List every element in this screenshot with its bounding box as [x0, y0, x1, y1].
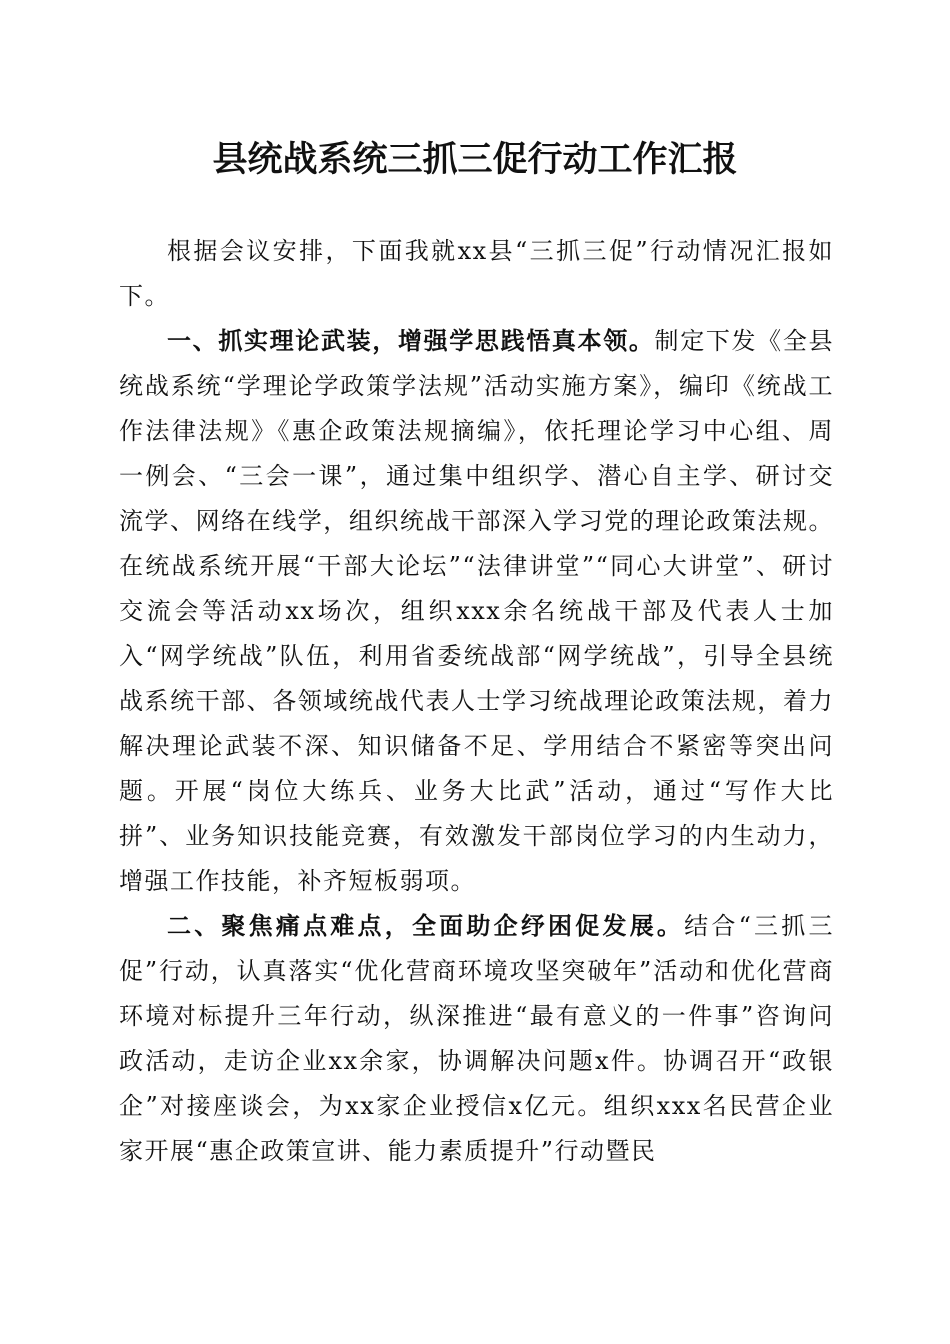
- paragraph-section-1: [119, 319, 834, 904]
- paragraph-text: 根据会议安排，下面我就xx县“三抓三促”行动情况汇报如下。: [119, 237, 834, 310]
- paragraph-text: 结合“三抓三促”行动，认真落实“优化营商环境攻坚突破年”活动和优化营商环境对标提升三年行动，纵深推进“最有意义的一件事”咨询问政活动，走访企业xx余家，协调解决问题x件。协调召开“政银企”对接座谈会，为xx家企业授信x亿元。组织xxx名民营企业家开展“惠企政策宣讲、能力素质提升”行动暨民: [119, 912, 834, 1165]
- document-body: [119, 229, 834, 1174]
- section-heading: 一、抓实理论武装，增强学思践悟真本领。: [167, 327, 655, 355]
- section-heading: 二、聚焦痛点难点，全面助企纾困促发展。: [167, 912, 685, 940]
- paragraph-text: 制定下发《全县统战系统“学理论学政策学法规”活动实施方案》，编印《统战工作法律法规》《惠企政策法规摘编》，依托理论学习中心组、周一例会、“三会一课”，通过集中组织学、潜心自主学、研讨交流学、网络在线学，组织统战干部深入学习党的理论政策法规。在统战系统开展“干部大论坛”“法律讲堂”“同心大讲堂”、研讨交流会等活动xx场次，组织xxx余名统战干部及代表人士加入“网学统战”队伍，利用省委统战部“网学统战”，引导全县统战系统干部、各领域统战代表人士学习统战理论政策法规，着力解决理论武装不深、知识储备不足、学用结合不紧密等突出问题。开展“岗位大练兵、业务大比武”活动，通过“写作大比拼”、业务知识技能竞赛，有效激发干部岗位学习的内生动力，增强工作技能，补齐短板弱项。: [119, 327, 835, 895]
- paragraph-intro: [119, 229, 834, 319]
- document-title: 县统战系统三抓三促行动工作汇报: [212, 139, 738, 180]
- paragraph-section-2: [119, 904, 834, 1174]
